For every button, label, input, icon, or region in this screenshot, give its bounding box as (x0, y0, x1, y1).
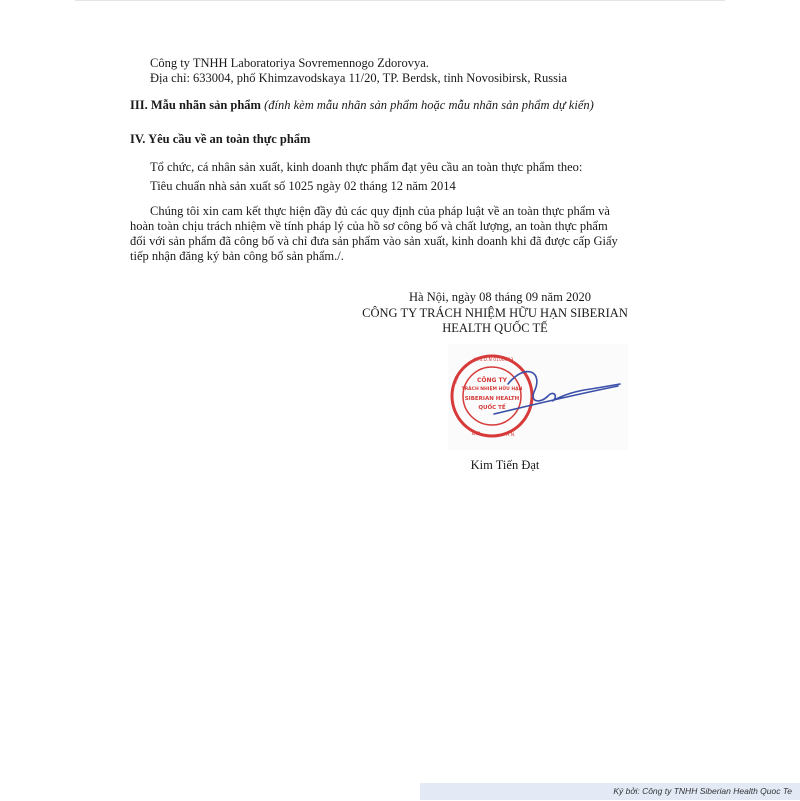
svg-text:SIBERIAN HEALTH: SIBERIAN HEALTH (464, 396, 520, 402)
svg-text:TRÁCH NHIỆM HỮU HẠN: TRÁCH NHIỆM HỮU HẠN (461, 387, 523, 392)
company-signature-line-1: CÔNG TY TRÁCH NHIỆM HỮU HẠN SIBERIAN (362, 306, 628, 320)
section-4-line-1: Tổ chức, cá nhân sản xuất, kinh doanh thực phẩm đạt yêu cầu an toàn thực phẩm theo: (150, 160, 583, 174)
address-line: Địa chỉ: 633004, phố Khimzavodskaya 11/20, TP. Berdsk, tỉnh Novosibirsk, Russia (150, 71, 567, 85)
svg-text:Đ.Đ.: Đ.Đ. (472, 432, 482, 437)
commitment-line-1: Chúng tôi xin cam kết thực hiện đầy đủ các quy định của pháp luật về an toàn thực phẩm và (150, 204, 610, 218)
section-3-heading: III. Mẫu nhãn sản phẩm (130, 98, 261, 112)
commitment-line-4: tiếp nhận đăng ký bản công bố sản phẩm./. (130, 249, 344, 263)
section-4-line-2: Tiêu chuẩn nhà sản xuất số 1025 ngày 02 tháng 12 năm 2014 (150, 179, 456, 193)
section-4-heading: IV. Yêu cầu về an toàn thực phẩm (130, 132, 311, 146)
svg-text:QUỐC TẾ: QUỐC TẾ (478, 405, 506, 411)
company-line: Công ty TNHH Laboratoriya Sovremennogo Zdorovya. (150, 56, 429, 70)
company-seal (448, 344, 628, 450)
date-line: Hà Nội, ngày 08 tháng 09 năm 2020 (409, 290, 591, 304)
svg-text:H.N.: H.N. (506, 433, 516, 438)
commitment-line-2: hoàn toàn chịu trách nhiệm về tính pháp lý của hồ sơ công bố và chất lượng, an toàn thực phẩm (130, 219, 608, 233)
commitment-line-3: đối với sản phẩm đã công bố và chỉ đưa sản phẩm vào sản xuất, kinh doanh khi đã được cấp Giấy (130, 234, 618, 248)
svg-text:M.S.D.N 0106483: M.S.D.N 0106483 (474, 358, 514, 363)
digital-signature-bar: Ký bởi: Công ty TNHH Siberian Health Quoc Te (420, 783, 800, 800)
signer-name: Kim Tiến Đạt (470, 458, 540, 472)
section-3-note: (đính kèm mẫu nhãn sản phẩm hoặc mẫu nhãn sản phẩm dự kiến) (264, 98, 594, 112)
svg-text:S.G.: S.G. (453, 374, 462, 385)
company-signature-line-2: HEALTH QUỐC TẾ (442, 321, 548, 335)
svg-text:CÔNG TY: CÔNG TY (477, 377, 507, 384)
section-3 (130, 98, 594, 113)
